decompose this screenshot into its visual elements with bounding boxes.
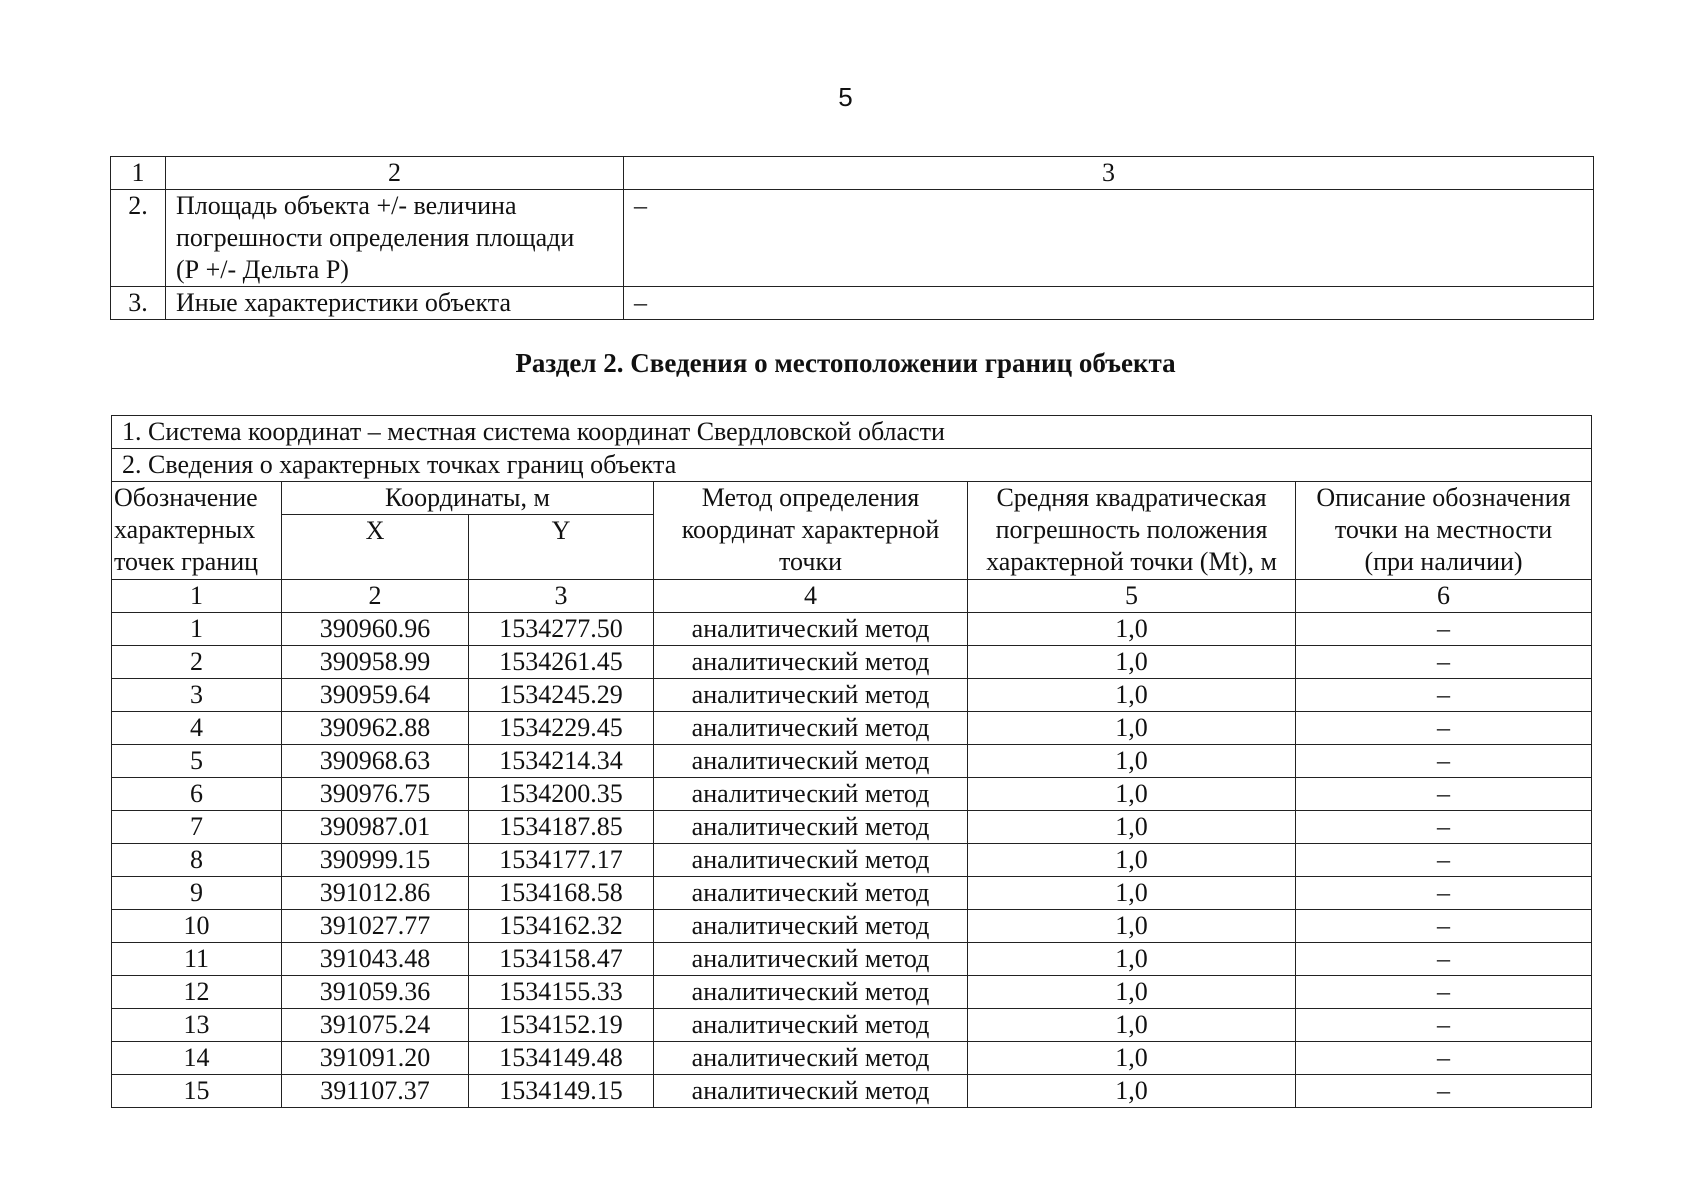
point-id-cell: 3 — [112, 679, 282, 712]
coord-system-text: 1. Система координат – местная система координат Свердловской области — [112, 416, 1592, 449]
y-coordinate-cell: 1534245.29 — [469, 679, 654, 712]
error-cell: 1,0 — [968, 646, 1296, 679]
error-cell: 1,0 — [968, 1075, 1296, 1108]
column-number: 5 — [968, 580, 1296, 613]
table-row — [112, 712, 1592, 745]
y-coordinate-cell: 1534152.19 — [469, 1009, 654, 1042]
table-row — [112, 778, 1592, 811]
column-number: 3 — [469, 580, 654, 613]
point-id-cell: 5 — [112, 745, 282, 778]
x-coordinate-cell: 391075.24 — [282, 1009, 469, 1042]
method-cell: аналитический метод — [654, 679, 968, 712]
row-label-line: (Р +/- Дельта Р) — [176, 255, 349, 284]
error-cell: 1,0 — [968, 679, 1296, 712]
row-number: 2. — [111, 190, 166, 287]
table-row — [112, 1009, 1592, 1042]
page-number: 5 — [838, 82, 853, 112]
description-cell: – — [1296, 844, 1592, 877]
y-coordinate-cell: 1534187.85 — [469, 811, 654, 844]
col-x-header: X — [282, 515, 469, 580]
point-id-cell: 9 — [112, 877, 282, 910]
error-cell: 1,0 — [968, 910, 1296, 943]
error-cell: 1,0 — [968, 811, 1296, 844]
coord-system-row — [112, 416, 1592, 449]
row-label-line: погрешности определения площади — [176, 223, 575, 252]
method-cell: аналитический метод — [654, 976, 968, 1009]
description-cell: – — [1296, 910, 1592, 943]
table-row — [112, 1075, 1592, 1108]
description-cell: – — [1296, 877, 1592, 910]
method-cell: аналитический метод — [654, 712, 968, 745]
point-id-cell: 10 — [112, 910, 282, 943]
method-cell: аналитический метод — [654, 811, 968, 844]
col-error-header — [968, 482, 1296, 580]
point-id-cell: 12 — [112, 976, 282, 1009]
point-id-cell: 1 — [112, 613, 282, 646]
description-cell: – — [1296, 646, 1592, 679]
y-coordinate-cell: 1534149.15 — [469, 1075, 654, 1108]
header-line: Метод определения — [701, 483, 920, 512]
x-coordinate-cell: 391107.37 — [282, 1075, 469, 1108]
table-row — [112, 679, 1592, 712]
header-line: характерной точки (Mt), м — [986, 547, 1277, 576]
boundary-points-table — [111, 415, 1592, 1108]
header-line: погрешность положения — [995, 515, 1268, 544]
point-id-cell: 8 — [112, 844, 282, 877]
table-row — [112, 910, 1592, 943]
section-title: Раздел 2. Сведения о местоположении границ объекта — [515, 348, 1176, 378]
col-desc-header — [1296, 482, 1592, 580]
point-id-cell: 4 — [112, 712, 282, 745]
description-cell: – — [1296, 712, 1592, 745]
x-coordinate-cell: 391059.36 — [282, 976, 469, 1009]
header-line: Средняя квадратическая — [996, 483, 1267, 512]
row-number: 3. — [111, 287, 166, 320]
row-value: – — [624, 190, 1594, 287]
error-cell: 1,0 — [968, 976, 1296, 1009]
y-coordinate-cell: 1534168.58 — [469, 877, 654, 910]
error-cell: 1,0 — [968, 1042, 1296, 1075]
point-id-cell: 2 — [112, 646, 282, 679]
y-coordinate-cell: 1534158.47 — [469, 943, 654, 976]
y-coordinate-cell: 1534214.34 — [469, 745, 654, 778]
x-coordinate-cell: 391043.48 — [282, 943, 469, 976]
method-cell: аналитический метод — [654, 1075, 968, 1108]
header-line: координат характерной — [681, 515, 940, 544]
column-number: 6 — [1296, 580, 1592, 613]
header-line: точек границ — [114, 547, 259, 576]
error-cell: 1,0 — [968, 778, 1296, 811]
method-cell: аналитический метод — [654, 877, 968, 910]
description-cell: – — [1296, 976, 1592, 1009]
header-line: (при наличии) — [1364, 547, 1523, 576]
points-title-text: 2. Сведения о характерных точках границ объекта — [112, 449, 1592, 482]
method-cell: аналитический метод — [654, 844, 968, 877]
point-id-cell: 14 — [112, 1042, 282, 1075]
x-coordinate-cell: 390976.75 — [282, 778, 469, 811]
table1-header-row — [111, 157, 1594, 190]
y-coordinate-cell: 1534229.45 — [469, 712, 654, 745]
description-cell: – — [1296, 679, 1592, 712]
object-characteristics-table — [110, 156, 1594, 320]
description-cell: – — [1296, 1075, 1592, 1108]
description-cell: – — [1296, 811, 1592, 844]
header-line: точки — [779, 547, 842, 576]
description-cell: – — [1296, 1009, 1592, 1042]
y-coordinate-cell: 1534277.50 — [469, 613, 654, 646]
error-cell: 1,0 — [968, 844, 1296, 877]
col-point-header — [112, 482, 282, 580]
points-title-row — [112, 449, 1592, 482]
method-cell: аналитический метод — [654, 646, 968, 679]
table-row — [112, 811, 1592, 844]
y-coordinate-cell: 1534149.48 — [469, 1042, 654, 1075]
column-number: 4 — [654, 580, 968, 613]
row-label — [166, 287, 624, 320]
x-coordinate-cell: 391027.77 — [282, 910, 469, 943]
y-coordinate-cell: 1534162.32 — [469, 910, 654, 943]
point-id-cell: 11 — [112, 943, 282, 976]
y-coordinate-cell: 1534177.17 — [469, 844, 654, 877]
row-value: – — [624, 287, 1594, 320]
method-cell: аналитический метод — [654, 1042, 968, 1075]
header-line: Описание обозначения — [1316, 483, 1571, 512]
row-label-line: Площадь объекта +/- величина — [176, 191, 517, 220]
table-row — [112, 745, 1592, 778]
table-row — [112, 943, 1592, 976]
header-line: точки на местности — [1334, 515, 1553, 544]
column-number-row — [112, 580, 1592, 613]
description-cell: – — [1296, 1042, 1592, 1075]
table1-row-other — [111, 287, 1594, 320]
x-coordinate-cell: 390962.88 — [282, 712, 469, 745]
column-number: 1 — [112, 580, 282, 613]
y-coordinate-cell: 1534261.45 — [469, 646, 654, 679]
table1-header-cell: 3 — [624, 157, 1594, 190]
error-cell: 1,0 — [968, 877, 1296, 910]
table-row — [112, 613, 1592, 646]
method-cell: аналитический метод — [654, 778, 968, 811]
table-row — [112, 844, 1592, 877]
column-header-row — [112, 482, 1592, 515]
description-cell: – — [1296, 613, 1592, 646]
error-cell: 1,0 — [968, 712, 1296, 745]
table1-header-cell: 1 — [111, 157, 166, 190]
description-cell: – — [1296, 943, 1592, 976]
x-coordinate-cell: 390960.96 — [282, 613, 469, 646]
points-body — [112, 613, 1592, 1108]
x-coordinate-cell: 391091.20 — [282, 1042, 469, 1075]
error-cell: 1,0 — [968, 1009, 1296, 1042]
table-row — [112, 646, 1592, 679]
table-row — [112, 976, 1592, 1009]
table-row — [112, 877, 1592, 910]
point-id-cell: 6 — [112, 778, 282, 811]
header-line: Обозначение — [114, 483, 258, 512]
error-cell: 1,0 — [968, 745, 1296, 778]
x-coordinate-cell: 390958.99 — [282, 646, 469, 679]
x-coordinate-cell: 390968.63 — [282, 745, 469, 778]
table-row — [112, 1042, 1592, 1075]
method-cell: аналитический метод — [654, 1009, 968, 1042]
point-id-cell: 15 — [112, 1075, 282, 1108]
header-line: характерных — [114, 515, 256, 544]
x-coordinate-cell: 391012.86 — [282, 877, 469, 910]
y-coordinate-cell: 1534200.35 — [469, 778, 654, 811]
x-coordinate-cell: 390987.01 — [282, 811, 469, 844]
y-coordinate-cell: 1534155.33 — [469, 976, 654, 1009]
error-cell: 1,0 — [968, 613, 1296, 646]
method-cell: аналитический метод — [654, 613, 968, 646]
table1-row-area — [111, 190, 1594, 287]
row-label — [166, 190, 624, 287]
col-y-header: Y — [469, 515, 654, 580]
x-coordinate-cell: 390999.15 — [282, 844, 469, 877]
point-id-cell: 7 — [112, 811, 282, 844]
error-cell: 1,0 — [968, 943, 1296, 976]
column-number: 2 — [282, 580, 469, 613]
x-coordinate-cell: 390959.64 — [282, 679, 469, 712]
col-method-header — [654, 482, 968, 580]
table1-header-cell: 2 — [166, 157, 624, 190]
col-coords-header: Координаты, м — [282, 482, 654, 515]
method-cell: аналитический метод — [654, 943, 968, 976]
row-label-line: Иные характеристики объекта — [176, 288, 511, 317]
method-cell: аналитический метод — [654, 910, 968, 943]
method-cell: аналитический метод — [654, 745, 968, 778]
description-cell: – — [1296, 778, 1592, 811]
description-cell: – — [1296, 745, 1592, 778]
point-id-cell: 13 — [112, 1009, 282, 1042]
